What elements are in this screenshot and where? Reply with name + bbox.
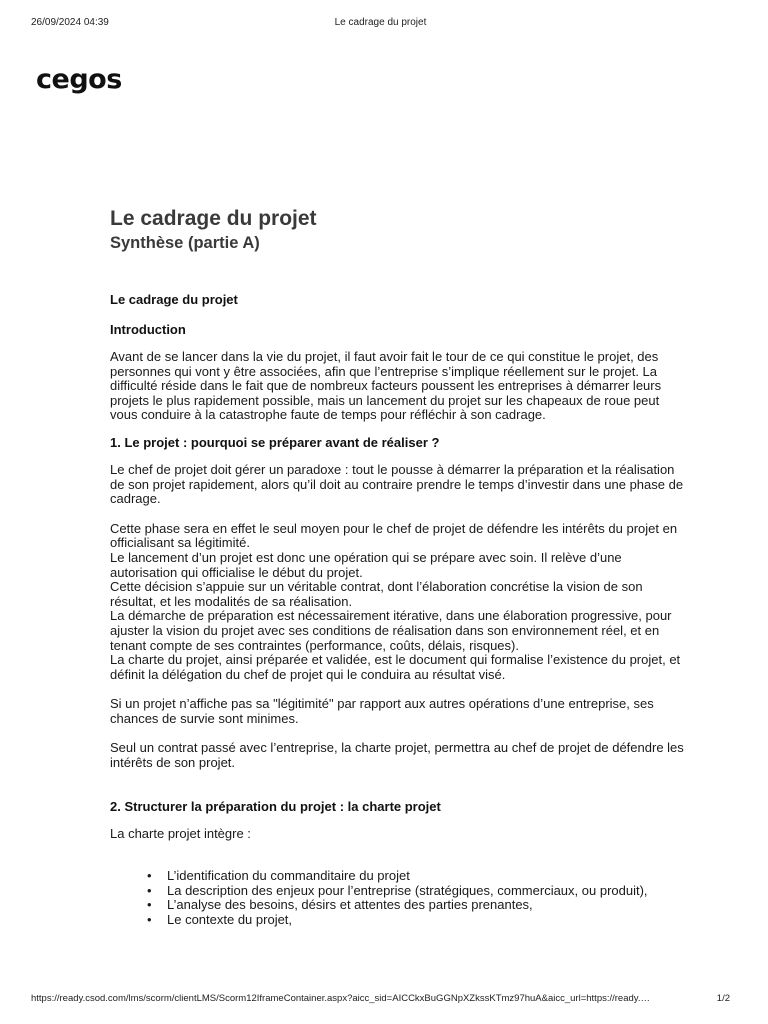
bullet-icon: • xyxy=(147,882,152,898)
section1-paragraph: Cette décision s’appuie sur un véritable contrat, dont l’élaboration concrétise la vision de son résultat, et les modalités de sa réalisation. xyxy=(110,579,643,609)
page-subtitle: Synthèse (partie A) xyxy=(110,234,260,252)
print-header xyxy=(31,17,730,31)
list-item xyxy=(147,897,688,913)
section2-heading: 2. Structurer la préparation du projet : la charte projet xyxy=(110,798,441,814)
section2-paragraph: La charte projet intègre : xyxy=(110,825,251,841)
list-item xyxy=(147,882,688,899)
list-item-text: La description des enjeux pour l’entreprise (stratégiques, commerciaux, ou produit), xyxy=(167,882,648,898)
list-item xyxy=(147,868,688,884)
print-footer xyxy=(31,993,730,1007)
page-title: Le cadrage du projet xyxy=(110,207,317,230)
list-item xyxy=(147,912,688,928)
bullet-icon: • xyxy=(147,897,152,913)
page-number: 1/2 xyxy=(716,993,730,1004)
charter-bullet-list xyxy=(110,869,688,927)
section-title: Le cadrage du projet xyxy=(110,292,238,307)
cegos-logo: cegos xyxy=(36,64,122,95)
intro-heading: Introduction xyxy=(110,322,186,337)
section1-paragraph: Si un projet n’affiche pas sa "légitimité" par rapport aux autres opérations d’une entreprise, ses chances de survie sont minimes. xyxy=(110,696,654,726)
print-doc-title: Le cadrage du projet xyxy=(334,17,427,28)
list-item-text: L’identification du commanditaire du projet xyxy=(167,868,410,884)
intro-paragraph: Avant de se lancer dans la vie du projet, il faut avoir fait le tour de ce qui constitue le projet, des personnes qui vont y être associées, afin que l’entreprise s’implique réellement sur le projet. La difficulté réside dans le fait que de nombreux facteurs poussent les entreprises à démarrer leurs projets le plus rapidement possible, mais un lancement du projet sur les chapeaux de roue peut vous conduire à la catastrophe faute de temps pour réfléchir à son cadrage. xyxy=(110,349,662,423)
list-item-text: L’analyse des besoins, désirs et attentes des parties prenantes, xyxy=(167,897,533,913)
bullet-icon: • xyxy=(147,912,152,928)
section1-heading: 1. Le projet : pourquoi se préparer avant de réaliser ? xyxy=(110,434,440,450)
section1-paragraph: Cette phase sera en effet le seul moyen pour le chef de projet de défendre les intérêts du projet en officialisant sa légitimité. xyxy=(110,520,678,551)
section1-paragraph: La démarche de préparation est nécessairement itérative, dans une élaboration progressive, pour ajuster la vision du projet avec ses conditions de réalisation dans son environnement réel, et en tenant compte de ses contraintes (performance, coûts, délais, risques). xyxy=(110,608,672,653)
document-content xyxy=(110,205,688,928)
section1-paragraph: Le lancement d’un projet est donc une opération qui se prépare avec soin. Il relève d’une autorisation qui officialise le début du projet. xyxy=(110,549,622,580)
print-date: 26/09/2024 04:39 xyxy=(31,17,109,28)
section1-paragraph: Seul un contrat passé avec l’entreprise, la charte projet, permettra au chef de projet de défendre les intérêts de son projet. xyxy=(110,740,684,771)
section1-paragraph: La charte du projet, ainsi préparée et validée, est le document qui formalise l’existence du projet, et définit la délégation du chef de projet qui le conduira au résultat visé. xyxy=(110,652,681,682)
bullet-icon: • xyxy=(147,868,152,884)
section1-paragraph: Le chef de projet doit gérer un paradoxe : tout le pousse à démarrer la préparation et la réalisation de son projet rapidement, alors qu’il doit au contraire prendre le temps d’investir dans une phase de cadrage. xyxy=(110,461,684,507)
list-item-text: Le contexte du projet, xyxy=(167,912,293,928)
page-url: https://ready.csod.com/lms/scorm/clientLMS/Scorm12IframeContainer.aspx?aicc_sid=AICCkxBuGGNpXZkssKTmz97huA&aicc_url=https://ready.… xyxy=(31,993,650,1004)
